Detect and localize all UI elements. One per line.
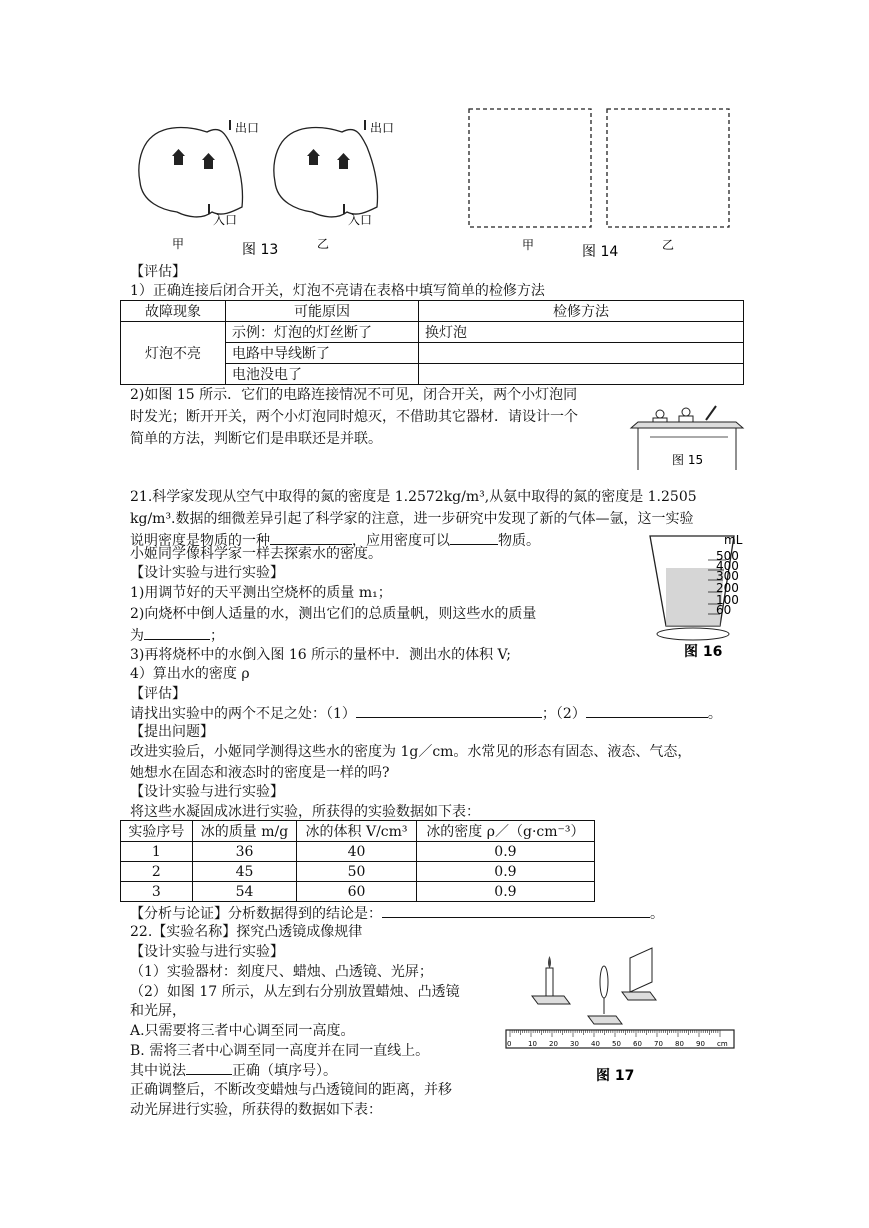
table-cell[interactable] xyxy=(419,364,744,385)
switch-icon xyxy=(706,406,716,420)
figure-17 xyxy=(504,938,738,1090)
exit-label-b: 出口 xyxy=(370,121,395,135)
table-header: 可能原因 xyxy=(226,301,419,322)
question-text: 21.科学家发现从空气中取得的氮的密度是 1.2572kg/m³,从氨中取得的氮的密度是 1.2505 xyxy=(130,489,697,505)
table-cell: 50 xyxy=(297,862,417,882)
figure-15 xyxy=(628,392,748,474)
question-text xyxy=(130,1060,337,1081)
ruler-label: 60 xyxy=(633,1040,642,1048)
fig13-label-a: 甲 xyxy=(172,237,185,251)
house-icon xyxy=(172,149,350,169)
question-text: kg/m³.数据的细微差异引起了科学家的注意，进一步研究中发现了新的气体—氩，这一实验 xyxy=(130,511,694,527)
tick-label: 200 xyxy=(716,581,739,595)
table-cell: 0.9 xyxy=(416,882,594,902)
text-span: 。 xyxy=(650,906,664,922)
table-cell: 示例：灯泡的灯丝断了 xyxy=(226,322,419,343)
question-text: 她想水在固态和液态时的密度是一样的吗? xyxy=(130,765,390,781)
step-text: 4）算出水的密度 ρ xyxy=(130,666,250,682)
tick-label: 300 xyxy=(716,569,739,583)
answer-blank[interactable] xyxy=(382,903,650,918)
text-span: 。 xyxy=(707,706,722,722)
table-cell[interactable] xyxy=(419,343,744,364)
table-cell: 36 xyxy=(192,842,296,862)
text-span: 请找出实验中的两个不足之处：（1） xyxy=(130,706,356,722)
question-text: 1）正确连接后闭合开关，灯泡不亮请在表格中填写简单的检修方法 xyxy=(130,283,545,299)
step-text xyxy=(130,625,224,646)
table-cell: 电池没电了 xyxy=(226,364,419,385)
question-text: 2)如图 15 所示．它们的电路连接情况不可见，闭合开关，两个小灯泡同 xyxy=(130,387,578,403)
fig13-caption: 图 13 xyxy=(242,242,279,258)
section-heading: 【设计实验与进行实验】 xyxy=(130,565,284,581)
table-cell: 60 xyxy=(297,882,417,902)
answer-blank[interactable] xyxy=(356,703,542,718)
exit-label-a: 出口 xyxy=(235,121,260,135)
answer-blank[interactable] xyxy=(144,625,210,640)
table-cell: 54 xyxy=(192,882,296,902)
fig14-label-a: 甲 xyxy=(522,238,535,252)
ruler-label: 20 xyxy=(549,1040,558,1048)
table-cell: 0.9 xyxy=(416,862,594,882)
island-map-b xyxy=(274,128,378,217)
section-heading: 【评估】 xyxy=(130,686,186,702)
step-text: 1)用调节好的天平测出空烧杯的质量 m₁； xyxy=(130,585,392,601)
table-cell: 40 xyxy=(297,842,417,862)
dashed-box-b xyxy=(607,109,729,227)
table-cell: 45 xyxy=(192,862,296,882)
ruler-label: 0 xyxy=(507,1040,512,1048)
answer-blank[interactable] xyxy=(450,530,498,545)
step-text: 2)向烧杯中倒人适量的水，测出它们的总质量帆，则这些水的质量 xyxy=(130,606,537,622)
text-span: 正确（填序号）。 xyxy=(232,1063,337,1079)
entrance-label-b: 入口 xyxy=(348,213,373,227)
table-header: 冰的质量 m/g xyxy=(192,821,296,842)
text-span: ； xyxy=(210,628,224,644)
question-text xyxy=(130,703,722,724)
ruler-label: 50 xyxy=(612,1040,621,1048)
section-heading: 【提出问题】 xyxy=(130,724,214,740)
question-text: 改进实验后，小姬同学测得这些水的密度为 1g／cm。水常见的形态有固态、液态、气态， xyxy=(130,744,692,760)
text-span: 说明密度是物质的一种 xyxy=(130,533,270,549)
fig13-label-b: 乙 xyxy=(317,237,330,251)
bulb-icon xyxy=(653,408,693,422)
option-text: A.只需要将三者中心调至同一高度。 xyxy=(130,1023,355,1039)
table-cell: 3 xyxy=(121,882,193,902)
board-top xyxy=(631,422,743,428)
question-text: 动光屏进行实验，所获得的数据如下表： xyxy=(130,1102,382,1118)
question-text: 简单的方法，判断它们是串联还是并联。 xyxy=(130,431,382,447)
answer-blank[interactable] xyxy=(586,703,708,718)
figure-14 xyxy=(462,106,737,266)
section-heading: 【设计实验与进行实验】 xyxy=(130,784,284,800)
fig16-caption: 图 16 xyxy=(684,644,723,660)
ruler-label: 30 xyxy=(570,1040,579,1048)
ruler-label: cm xyxy=(717,1040,728,1048)
section-heading: 【设计实验与进行实验】 xyxy=(130,944,284,960)
step-text: 3)再将烧杯中的水倒入图 16 所示的量杯中．测出水的体积 V; xyxy=(130,647,511,663)
table-header: 冰的体积 V/cm³ xyxy=(297,821,417,842)
question-text: 正确调整后，不断改变蜡烛与凸透镜间的距离，并移 xyxy=(130,1082,452,1098)
lens-icon xyxy=(600,966,608,998)
table-cell: 0.9 xyxy=(416,842,594,862)
text-span: 为 xyxy=(130,628,144,644)
fig17-caption: 图 17 xyxy=(596,1068,635,1084)
fig14-caption: 图 14 xyxy=(582,244,619,260)
step-text: 和光屏， xyxy=(130,1003,186,1019)
section-heading: 【评估】 xyxy=(130,264,186,280)
table-cell: 灯泡不亮 xyxy=(121,322,226,385)
text-span: ，应用密度可以 xyxy=(352,533,450,549)
figure-16 xyxy=(644,530,746,660)
table-cell: 2 xyxy=(121,862,193,882)
ruler-label: 10 xyxy=(528,1040,537,1048)
answer-blank[interactable] xyxy=(186,1060,232,1075)
table-header: 故障现象 xyxy=(121,301,226,322)
ruler-label: 80 xyxy=(675,1040,684,1048)
table-cell[interactable]: 换灯泡 xyxy=(419,322,744,343)
tick-label: 60 xyxy=(716,603,732,617)
text-span: 其中说法 xyxy=(130,1063,186,1079)
ruler-label: 90 xyxy=(696,1040,705,1048)
text-span: ；（2） xyxy=(541,706,586,722)
option-text: B. 需将三者中心调至同一高度并在同一直线上。 xyxy=(130,1043,430,1059)
figure-13 xyxy=(132,112,412,262)
text-span: 物质。 xyxy=(498,533,540,549)
table-header: 冰的密度 ρ／（g·cm⁻³） xyxy=(416,821,594,842)
fig14-label-b: 乙 xyxy=(662,238,675,252)
tick-label: 100 xyxy=(716,593,739,607)
question-title: 22.【实验名称】探究凸透镜成像规律 xyxy=(130,924,363,940)
text-span: 【分析与论证】分析数据得到的结论是： xyxy=(130,906,382,922)
table-header: 检修方法 xyxy=(419,301,744,322)
question-text: 时发光；断开开关，两个小灯泡同时熄灭，不借助其它器材．请设计一个 xyxy=(130,409,578,425)
ice-table xyxy=(120,820,595,902)
question-text xyxy=(130,903,664,924)
step-text: （2）如图 17 所示，从左到右分别放置蜡烛、凸透镜 xyxy=(130,984,460,1000)
candle-icon xyxy=(546,968,553,996)
island-map-a xyxy=(139,128,243,217)
entrance-label-a: 入口 xyxy=(213,213,238,227)
fig15-caption: 图 15 xyxy=(672,453,704,467)
table-header: 实验序号 xyxy=(121,821,193,842)
step-text: （1）实验器材：刻度尺、蜡烛、凸透镜、光屏； xyxy=(130,964,433,980)
question-text: 将这些水凝固成冰进行实验，所获得的实验数据如下表： xyxy=(130,804,480,820)
dashed-box-a xyxy=(469,109,591,227)
screen-icon xyxy=(630,948,652,992)
ruler-label: 70 xyxy=(654,1040,663,1048)
fault-table xyxy=(120,300,744,385)
tick-label: 500 xyxy=(716,549,739,563)
table-cell: 1 xyxy=(121,842,193,862)
ruler-label: 40 xyxy=(591,1040,600,1048)
question-text: 小姬同学像科学家一样去探索水的密度。 xyxy=(130,546,382,562)
tick-label: 400 xyxy=(716,559,739,573)
table-cell: 电路中导线断了 xyxy=(226,343,419,364)
fig16-unit: mL xyxy=(724,533,743,547)
